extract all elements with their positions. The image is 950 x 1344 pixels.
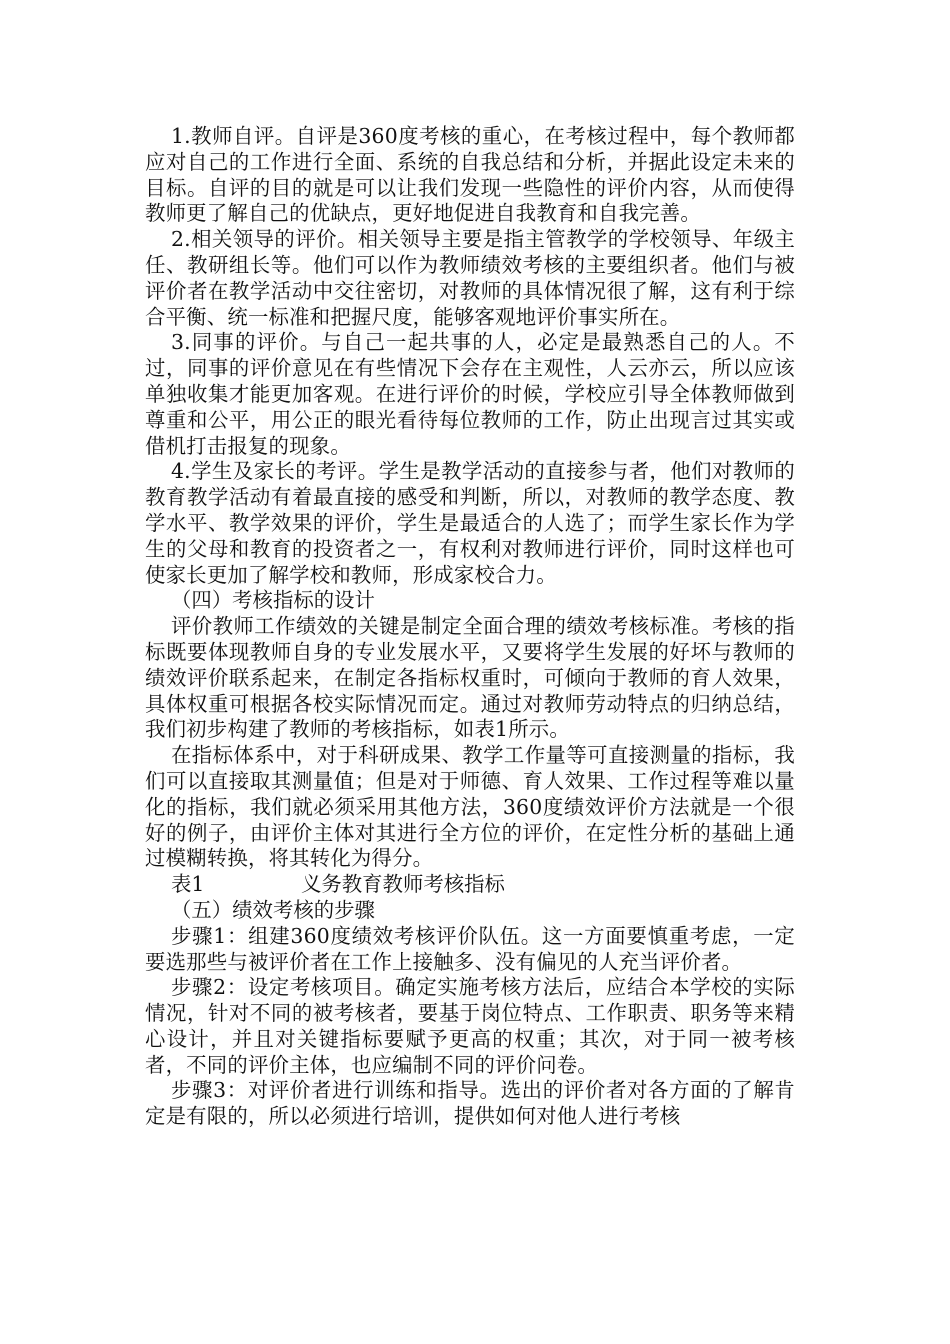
paragraph-step-1: 步骤1：组建360度绩效考核评价队伍。这一方面要慎重考虑，一定要选那些与被评价者在工作上接触多、没有偏见的人充当评价者。 xyxy=(145,923,795,974)
paragraph-self-evaluation: 1.教师自评。自评是360度考核的重心，在考核过程中，每个教师都应对自己的工作进行全面、系统的自我总结和分析，并据此设定未来的目标。自评的目的就是可以让我们发现一些隐性的评价内容，从而使得教师更了解自己的优缺点，更好地促进自我教育和自我完善。 xyxy=(145,124,795,226)
paragraph-indicator-design: 评价教师工作绩效的关键是制定全面合理的绩效考核标准。考核的指标既要体现教师自身的专业发展水平，又要将学生发展的好坏与教师的绩效评价联系起来，在制定各指标权重时，可倾向于教师的育人效果，具体权重可根据各校实际情况而定。通过对教师劳动特点的归纳总结，我们初步构建了教师的考核指标，如表1所示。 xyxy=(145,614,795,742)
table-caption-label: 表1 xyxy=(171,872,205,897)
document-page xyxy=(145,124,795,1130)
section-heading-4: （四）考核指标的设计 xyxy=(171,588,375,613)
table-caption xyxy=(145,872,795,898)
paragraph-step-2: 步骤2：设定考核项目。确定实施考核方法后，应结合本学校的实际情况，针对不同的被考核者，要基于岗位特点、工作职责、职务等来精心设计，并且对关键指标要赋予更高的权重；其次，对于同一被考核者，不同的评价主体，也应编制不同的评价问卷。 xyxy=(145,975,795,1077)
table-caption-title: 义务教育教师考核指标 xyxy=(301,872,505,897)
paragraph-colleague-evaluation: 3.同事的评价。与自己一起共事的人，必定是最熟悉自己的人。不过，同事的评价意见在有些情况下会存在主观性，人云亦云，所以应该单独收集才能更加客观。在进行评价的时候，学校应引导全体教师做到尊重和公平，用公正的眼光看待每位教师的工作，防止出现言过其实或借机打击报复的现象。 xyxy=(145,330,795,458)
paragraph-student-parent-evaluation: 4.学生及家长的考评。学生是教学活动的直接参与者，他们对教师的教育教学活动有着最直接的感受和判断，所以，对教师的教学态度、教学水平、教学效果的评价，学生是最适合的人选了；而学生家长作为学生的父母和教育的投资者之一，有权利对教师进行评价，同时这样也可使家长更加了解学校和教师，形成家校合力。 xyxy=(145,459,795,587)
paragraph-leader-evaluation: 2.相关领导的评价。相关领导主要是指主管教学的学校领导、年级主任、教研组长等。他们可以作为教师绩效考核的主要组织者。他们与被评价者在教学活动中交往密切，对教师的具体情况很了解，这有利于综合平衡、统一标准和把握尺度，能够客观地评价事实所在。 xyxy=(145,227,795,329)
section-heading-5: （五）绩效考核的步骤 xyxy=(171,897,375,922)
paragraph-step-3: 步骤3：对评价者进行训练和指导。选出的评价者对各方面的了解肯定是有限的，所以必须进行培训，提供如何对他人进行考核 xyxy=(145,1078,795,1129)
paragraph-indicator-system: 在指标体系中，对于科研成果、教学工作量等可直接测量的指标，我们可以直接取其测量值；但是对于师德、育人效果、工作过程等难以量化的指标，我们就必须采用其他方法，360度绩效评价方法就是一个很好的例子，由评价主体对其进行全方位的评价，在定性分析的基础上通过模糊转换，将其转化为得分。 xyxy=(145,743,795,871)
